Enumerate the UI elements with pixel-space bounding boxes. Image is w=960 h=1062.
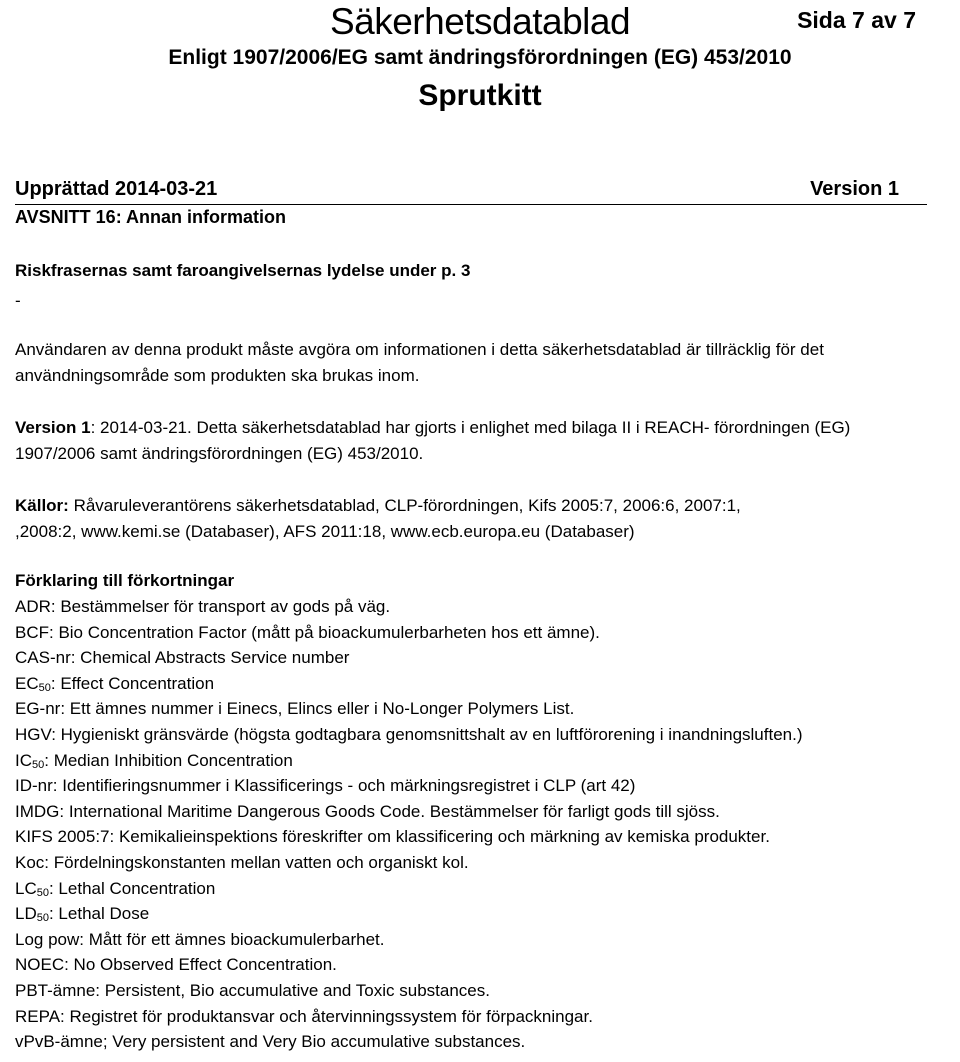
abbreviation-item: ADR: Bestämmelser för transport av gods på väg. [15, 597, 391, 616]
sources-text: Råvaruleverantörens säkerhetsdatablad, CLP-förordningen, Kifs 2005:7, 2006:6, 2007:1, [68, 496, 741, 515]
document-version: Version 1 [810, 178, 899, 200]
document-title: Säkerhetsdatablad [329, 1, 631, 42]
section-heading: AVSNITT 16: Annan information [15, 207, 287, 227]
risk-phrases-dash: - [15, 291, 21, 310]
abbreviation-item: $LC_{50}$: Lethal Concentration [15, 878, 216, 899]
abbreviation-item: REPA: Registret för produktansvar och återvinningssystem för förpackningar. [15, 1006, 593, 1026]
user-note-line: Användaren av denna produkt måste avgöra om informationen i detta säkerhetsdatablad är tillräcklig för det [15, 340, 824, 359]
product-name: Sprutkitt [418, 79, 542, 112]
page-number: Sida 7 av 7 [797, 7, 916, 33]
abbreviation-item: Log pow: Mått för ett ämnes bioackumulerbarhet. [15, 929, 385, 949]
abbreviation-item: Koc: Fördelningskonstanten mellan vatten och organiskt kol. [15, 852, 469, 872]
user-note-line: användningsområde som produkten ska brukas inom. [15, 366, 420, 385]
risk-phrases-heading: Riskfrasernas samt faroangivelsernas lydelse under p. 3 [15, 261, 471, 280]
abbreviation-item: CAS-nr: Chemical Abstracts Service number [15, 648, 350, 668]
regulation-subtitle: Enligt 1907/2006/EG samt ändringsförordningen (EG) 453/2010 [168, 46, 792, 69]
sources-label: Källor: [15, 496, 69, 515]
document-meta-row [15, 174, 927, 205]
abbreviation-list [15, 594, 950, 1055]
abbreviation-item: IMDG: International Maritime Dangerous Goods Code. Bestämmelser för farligt gods till sjöss. [15, 801, 720, 821]
abbreviation-item: PBT-ämne: Persistent, Bio accumulative and Toxic substances. [15, 980, 490, 1000]
version-text-line: 1907/2006 samt ändringsförordningen (EG) 453/2010. [15, 444, 424, 463]
abbreviation-item: vPvB-ämne; Very persistent and Very Bio accumulative substances. [15, 1032, 526, 1052]
created-date: Upprättad 2014-03-21 [15, 178, 218, 200]
abbreviation-item: HGV: Hygieniskt gränsvärde (högsta godtagbara genomsnittshalt av en luftförorening i inandningsluften.) [15, 724, 803, 744]
abbreviations-heading: Förklaring till förkortningar [15, 571, 235, 590]
abbreviation-item: $IC_{50}$: Median Inhibition Concentration [15, 750, 293, 771]
version-paragraph [15, 415, 945, 467]
abbreviation-item: $EC_{50}$: Effect Concentration [15, 673, 215, 694]
version-label: Version 1 [15, 418, 91, 437]
abbreviation-item: ID-nr: Identifieringsnummer i Klassificerings - och märkningsregistret i CLP (art 42) [15, 776, 636, 796]
sources-paragraph [15, 493, 945, 545]
user-note-paragraph [15, 337, 945, 389]
abbreviation-item: NOEC: No Observed Effect Concentration. [15, 955, 337, 975]
abbreviation-item: $LD_{50}$: Lethal Dose [15, 904, 150, 925]
sources-text-line: ,2008:2, www.kemi.se (Databaser), AFS 2011:18, www.ecb.europa.eu (Databaser) [15, 522, 635, 541]
abbreviation-item: BCF: Bio Concentration Factor (mått på bioackumulerbarheten hos ett ämne). [15, 622, 600, 642]
abbreviation-item: KIFS 2005:7: Kemikalieinspektions föreskrifter om klassificering och märkning av kemiska produkter. [15, 827, 770, 847]
abbreviation-item: EG-nr: Ett ämnes nummer i Einecs, Elincs eller i No-Longer Polymers List. [15, 699, 575, 719]
version-text: : 2014-03-21. Detta säkerhetsdatablad har gjorts i enlighet med bilaga II i REACH- förordningen (EG) [90, 418, 851, 437]
